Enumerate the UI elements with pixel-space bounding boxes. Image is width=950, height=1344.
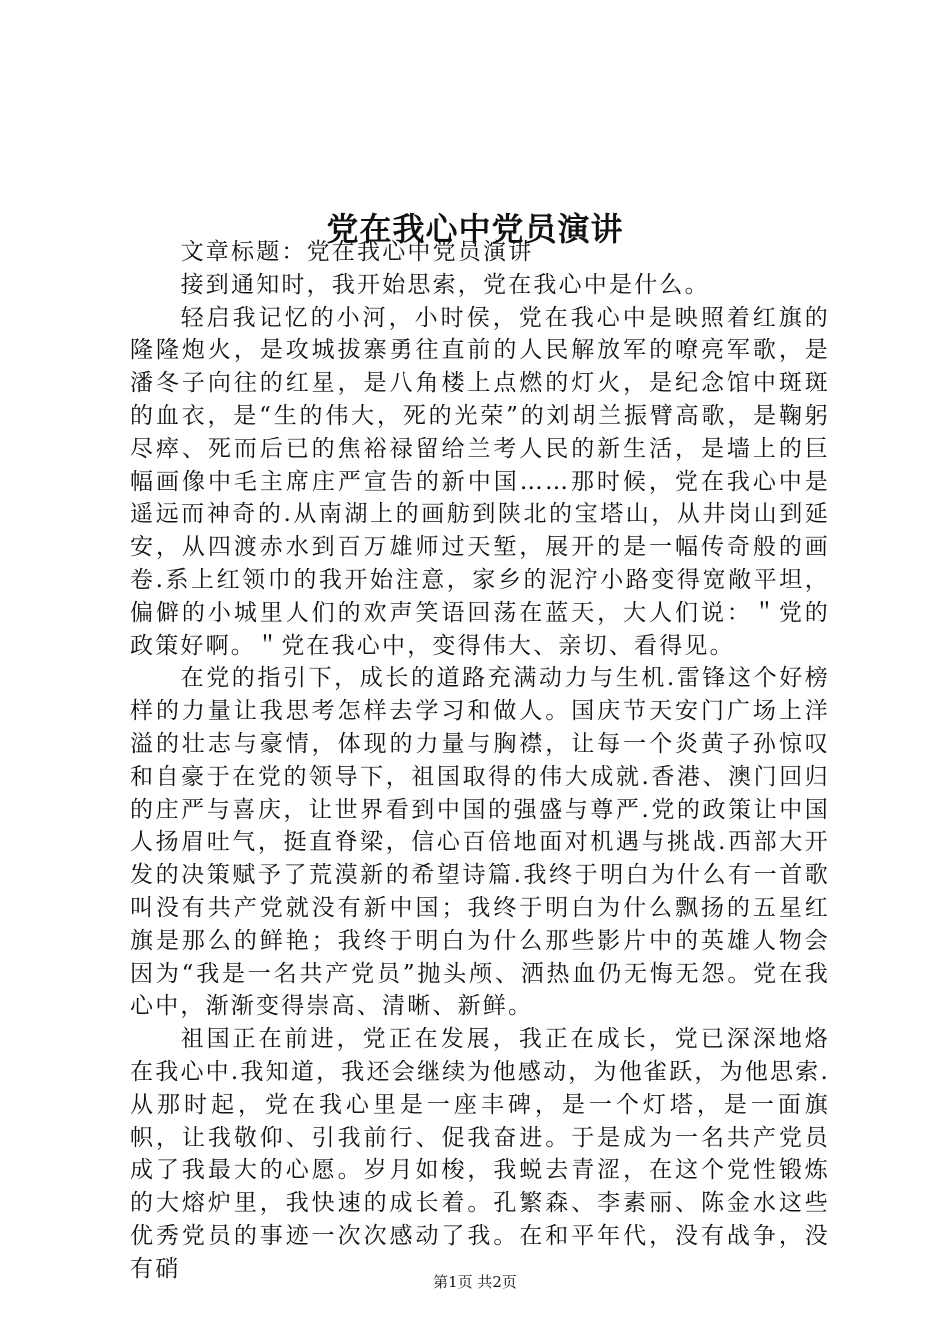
- paragraph-progress: 祖国正在前进，党正在发展，我正在成长，党已深深地烙在我心中.我知道，我还会继续为他感动，为他雀跃，为他思索.从那时起，党在我心里是一座丰碑，是一个灯塔，是一面旗帜，让我敬仰、引我前行、促我奋进。于是成为一名共产党员成了我最大的心愿。岁月如梭，我蜕去青涩，在这个党性锻炼的大熔炉里，我快速的成长着。孔繁森、李素丽、陈金水这些优秀党员的事迹一次次感动了我。在和平年代，没有战争，没有硝: [130, 1026, 830, 1282]
- document-body: [130, 236, 830, 1286]
- article-title-line: 文章标题：党在我心中党员演讲: [180, 239, 534, 265]
- page-footer: 第1页 共2页: [433, 1273, 517, 1291]
- paragraph-childhood: 轻启我记忆的小河，小时侯，党在我心中是映照着红旗的隆隆炮火，是攻城拔寨勇往直前的人民解放军的嘹亮军歌，是潘冬子向往的红星，是八角楼上点燃的灯火，是纪念馆中斑斑的血衣，是“生的伟大，死的光荣”的刘胡兰振臂高歌，是鞠躬尽瘁、死而后已的焦裕禄留给兰考人民的新生活，是墙上的巨幅画像中毛主席庄严宣告的新中国……那时候，党在我心中是遥远而神奇的.从南湖上的画舫到陕北的宝塔山，从井岗山到延安，从四渡赤水到百万雄师过天堑，展开的是一幅传奇般的画卷.系上红领巾的我开始注意，家乡的泥泞小路变得宽敞平坦，偏僻的小城里人们的欢声笑语回荡在蓝天，大人们说：＂党的政策好啊。＂党在我心中，变得伟大、亲切、看得见。: [130, 304, 830, 659]
- document-title: 党在我心中党员演讲: [326, 210, 624, 249]
- paragraph-intro: 接到通知时，我开始思索，党在我心中是什么。: [180, 271, 710, 298]
- paragraph-growth: 在党的指引下，成长的道路充满动力与生机.雷锋这个好榜样的力量让我思考怎样去学习和做人。国庆节天安门广场上洋溢的壮志与豪情，体现的力量与胸襟，让每一个炎黄子孙惊叹和自豪于在党的领导下，祖国取得的伟大成就.香港、澳门回归的庄严与喜庆，让世界看到中国的强盛与尊严.党的政策让中国人扬眉吐气，挺直脊梁，信心百倍地面对机遇与挑战.西部大开发的决策赋予了荒漠新的希望诗篇.我终于明白为什么有一首歌叫没有共产党就没有新中国；我终于明白为什么飘扬的五星红旗是那么的鲜艳；我终于明白为什么那些影片中的英雄人物会因为“我是一名共产党员”抛头颅、洒热血仍无悔无怨。党在我心中，渐渐变得崇高、清晰、新鲜。: [130, 665, 830, 1020]
